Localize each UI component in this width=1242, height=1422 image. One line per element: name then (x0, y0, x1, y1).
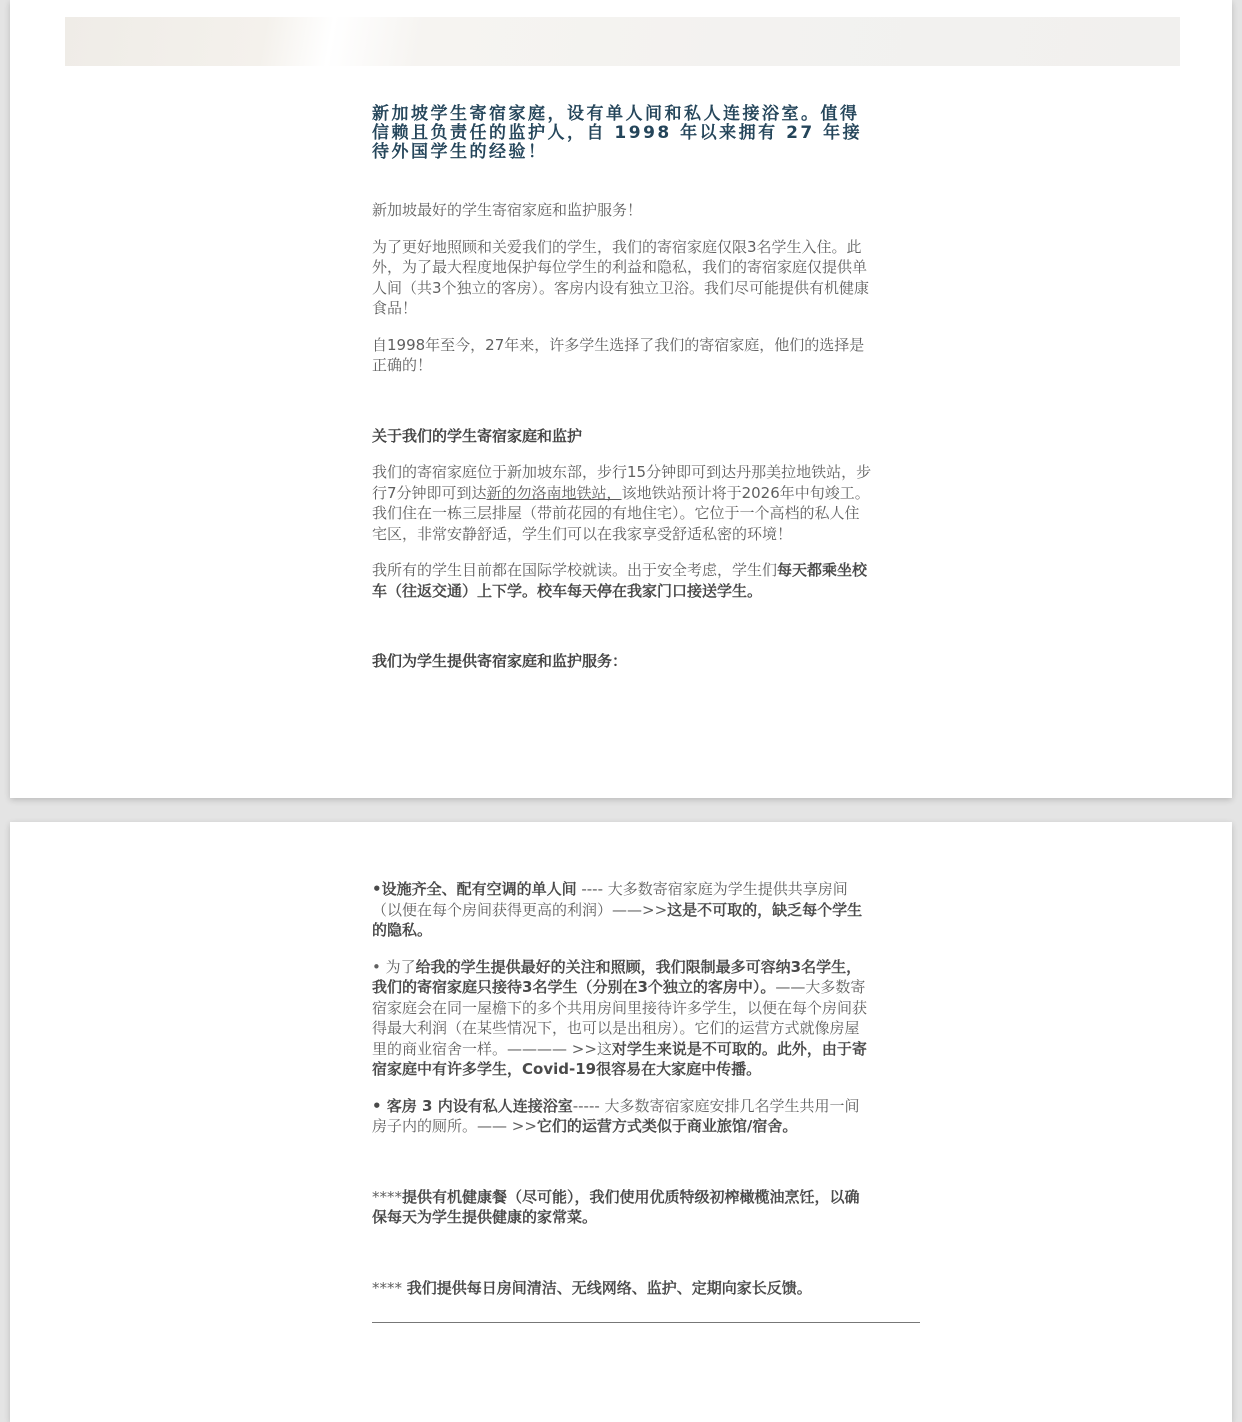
intro-paragraph-1: 新加坡最好的学生寄宿家庭和监护服务！ (372, 201, 643, 219)
about-section-title: 关于我们的学生寄宿家庭和监护 (372, 426, 583, 445)
note-organic-meals (372, 1187, 872, 1228)
about-paragraph-2 (372, 560, 872, 601)
header-banner-image (65, 17, 1180, 66)
note-1-stars: **** (372, 1187, 402, 1206)
page-1-content (372, 105, 872, 672)
service-2-bold: 给我的学生提供最好的关注和照顾，我们限制最多可容纳3名学生，我们的寄宿家庭只接待3名学生（分别在3个独立的客房中）。 (372, 957, 862, 996)
headline: 新加坡学生寄宿家庭，设有单人间和私人连接浴室。值得信赖且负责任的监护人，自 1998 年以来拥有 27 年接待外国学生的经验！ (372, 104, 863, 162)
horizontal-rule (372, 1322, 920, 1323)
note-daily-services (372, 1278, 872, 1299)
service-3-conclusion: 它们的运营方式类似于商业旅馆/宿舍。 (536, 1117, 798, 1135)
intro-paragraph-3: 自1998年至今，27年来，许多学生选择了我们的寄宿家庭，他们的选择是正确的！ (372, 335, 865, 374)
service-3-text: ----- 大多数寄宿家庭安排几名学生共用一间房子内的厕所。—— >> (372, 1096, 860, 1135)
service-item-limit-students (372, 957, 872, 1080)
about-text-a: 我们的寄宿家庭位于新加坡东部，步行15分钟即可到达丹那美拉地铁站，步行7分钟即可到达 (372, 463, 872, 502)
note-2-text: 我们提供每日房间清洁、无线网络、监护、定期向家长反馈。 (406, 1278, 812, 1297)
service-3-bold: • 客房 3 内设有私人连接浴室 (372, 1096, 573, 1115)
page-1 (10, 0, 1232, 798)
page-2-content (372, 879, 872, 1323)
service-2-text: ——大多数寄宿家庭会在同一屋檐下的多个共用房间里接待许多学生，以便在每个房间获得最大利润（在某些情况下，也可以是出租房）。它们的运营方式就像房屋里的商业宿舍一样。———— >>这 (372, 978, 868, 1058)
service-1-text: ---- 大多数寄宿家庭为学生提供共享房间（以便在每个房间获得更高的利润）——>> (372, 880, 848, 919)
about-text-b: 该地铁站预计将于2026年中旬竣工。我们住在一栋三层排屋（带前花园的有地住宅）。它位于一个高档的私人住宅区，非常安静舒适，学生们可以在我家享受舒适私密的环境！ (372, 483, 870, 543)
service-1-bold: •设施齐全、配有空调的单人间 (372, 880, 577, 898)
about-p2-bold: 每天都乘坐校车（往返交通）上下学。校车每天停在我家门口接送学生。 (372, 561, 868, 600)
note-2-stars: **** (372, 1278, 407, 1297)
services-section-title: 我们为学生提供寄宿家庭和监护服务： (372, 652, 628, 670)
note-1-text: 提供有机健康餐（尽可能），我们使用优质特级初榨橄榄油烹饪，以确保每天为学生提供健康的家常菜。 (372, 1187, 860, 1226)
service-2-conclusion: 对学生来说是不可取的。此外，由于寄宿家庭中有许多学生，Covid-19很容易在大家庭中传播。 (372, 1039, 867, 1078)
about-p2-text: 我所有的学生目前都在国际学校就读。出于安全考虑，学生们 (372, 561, 778, 579)
station-link[interactable]: 新的勿洛南地铁站， (486, 483, 622, 502)
intro-paragraph-2: 为了更好地照顾和关爱我们的学生，我们的寄宿家庭仅限3名学生入住。此外，为了最大程度地保护每位学生的利益和隐私，我们的寄宿家庭仅提供单人间（共3个独立的客房）。客房内设有独立卫浴。我们尽可能提供有机健康食品！ (372, 237, 870, 317)
about-paragraph-1 (372, 462, 872, 544)
page-2 (10, 822, 1232, 1422)
service-item-bathroom (372, 1096, 872, 1137)
service-item-single-room (372, 879, 872, 941)
service-1-conclusion: 这是不可取的，缺乏每个学生的隐私。 (372, 900, 863, 939)
service-2-prefix: • 为了 (372, 957, 416, 976)
